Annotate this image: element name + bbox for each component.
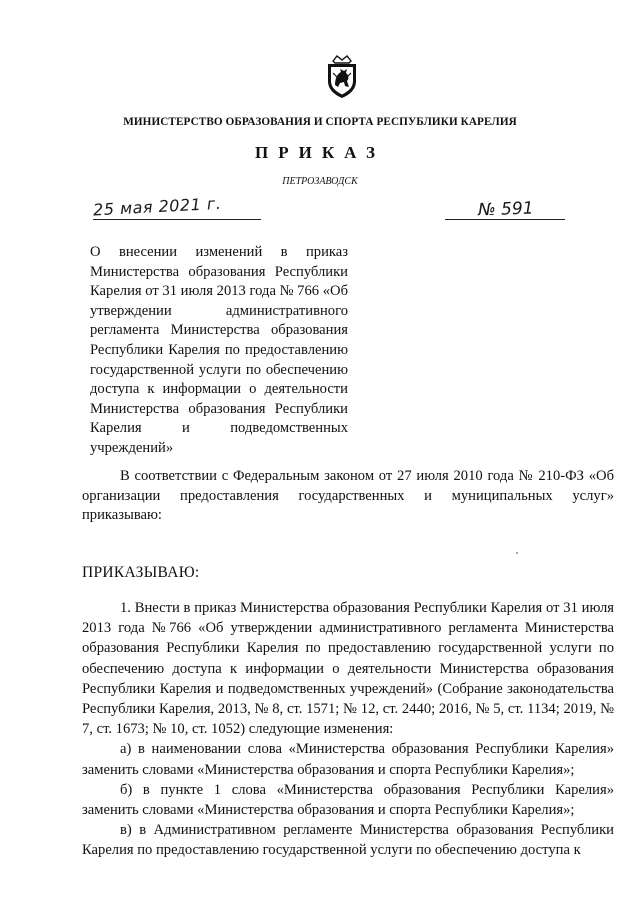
order-heading: ПРИКАЗЫВАЮ: (82, 564, 200, 581)
handwritten-number: № 591 (477, 198, 534, 221)
number-underline (445, 219, 565, 220)
scan-speck (516, 552, 518, 554)
order-paragraph: б) в пункте 1 слова «Министерства образования Республики Карелия» заменить словами «Министерства образования и спорта Республики Карелия»; (82, 781, 614, 819)
karelia-coat-of-arms-icon (325, 55, 359, 99)
order-paragraph: 1. Внести в приказ Министерства образования Республики Карелия от 31 июля 2013 года №766 «Об утверждении административного регламента Министерства образования Республики Карелия по предоставлению государственной услуги по обеспечению доступа к информации о деятельности Министерства образования Республики Карелия и подведомственных учреждений» (Собрание законодательства Республики Карелия, 2013, № 8, ст. 1571; № 12, ст. 2440; 2016, № 5, ст. 1134; 2019, № 7, ст. 1673; № 10, ст. 1052) следующие изменения: (82, 600, 614, 738)
order-body (82, 598, 614, 861)
intro-paragraph: В соответствии с Федеральным законом от 27 июля 2010 года № 210-ФЗ «Об организации предоставления государственных и муниципальных услуг» приказываю: (82, 468, 614, 524)
order-subject: О внесении изменений в приказ Министерства образования Республики Карелия от 31 июля 2013 года № 766 «Об утверждении административного регламента Министерства образования Республики Карелия по предоставлению государственной услуги по обеспечению доступа к информации о деятельности Министерства образования Республики Карелия и подведомственных учреждений» (90, 244, 348, 456)
order-paragraph: в) в Административном регламенте Министерства образования Республики Карелия по предоставлению государственной услуги по обеспечению доступа к (82, 822, 614, 859)
date-underline (93, 219, 261, 220)
city-name: ПЕТРОЗАВОДСК (282, 176, 358, 187)
ministry-name: МИНИСТЕРСТВО ОБРАЗОВАНИЯ И СПОРТА РЕСПУБЛИКИ КАРЕЛИЯ (123, 116, 517, 128)
document-type-title: ПРИКАЗ (255, 143, 385, 162)
order-paragraph: а) в наименовании слова «Министерства образования Республики Карелия» заменить словами «Министерства образования и спорта Республики Карелия»; (82, 741, 614, 778)
handwritten-date: 25 мая 2021 г. (92, 193, 222, 220)
